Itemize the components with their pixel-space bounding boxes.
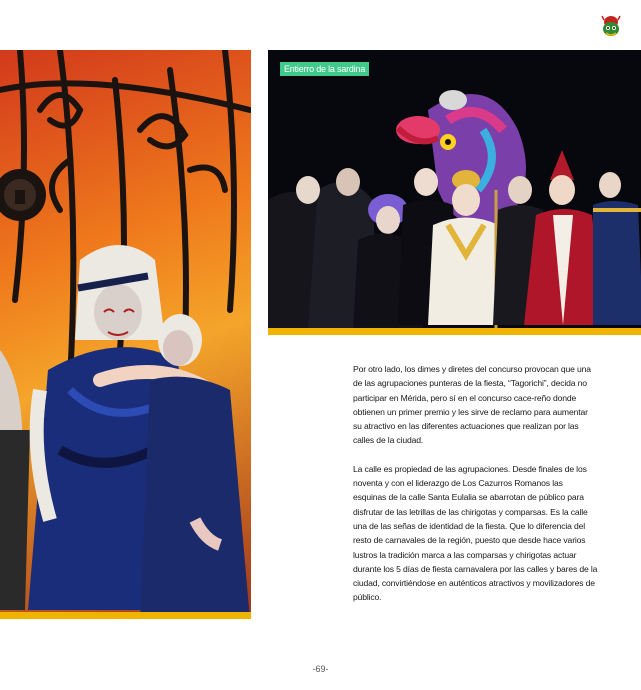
page-number: -69- — [312, 664, 329, 674]
photo-caption: Entierro de la sardina — [280, 62, 369, 76]
article-body — [353, 362, 598, 619]
carnival-performers-photo — [0, 50, 251, 612]
accent-rule-right — [268, 328, 641, 335]
entierro-de-la-sardina-photo — [268, 50, 641, 328]
accent-rule-left — [0, 612, 251, 619]
paragraph-1: Por otro lado, los dimes y diretes del concurso provocan que una de las agrupaciones punteras de la fiesta, “Tagorichi”, decida no participar en Mérida, pero sí en el concurso cace-reño donde obtienen un primer premio y les sirve de reclamo para aumentar su atractivo en las diferentes actuaciones que realizan por las calles de la ciudad. — [353, 364, 591, 446]
paragraph-2: La calle es propiedad de las agrupaciones. Desde finales de los noventa y con el liderazgo de Los Cazurros Romanos las esquinas de la calle Santa Eulalia se abarrotan de público para disfrutar de las letrillas de las chirigotas y comparsas. Es la calle una de las señas de identidad de la fiesta. Que lo diferencia del resto de carnavales de la región, puesto que desde hace varios lustros la tradición marca a las comparsas y chirigotas actuar durante los 5 días de fiesta carnavalera por las calles y bares de la ciudad, convirtiéndose en auténticos atractivos y movilizadores de público. — [353, 463, 598, 603]
carnival-mask-logo-icon — [600, 14, 622, 40]
